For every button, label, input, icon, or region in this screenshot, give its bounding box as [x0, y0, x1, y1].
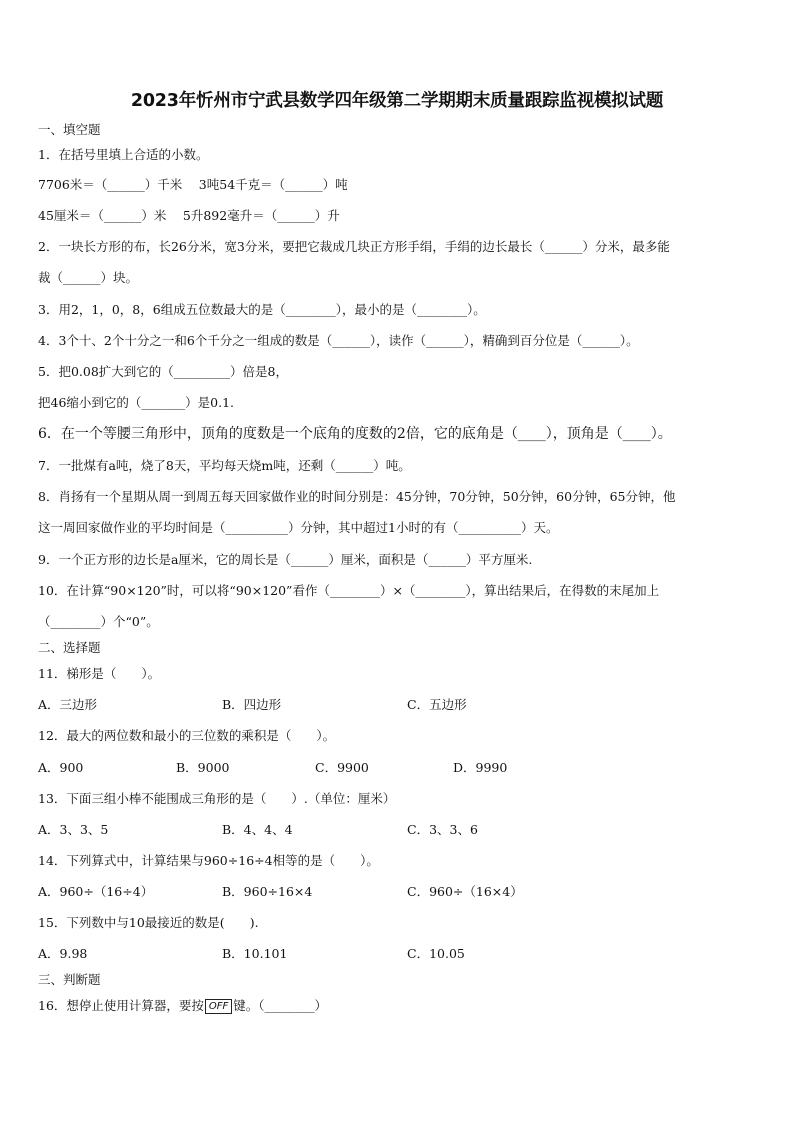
- section-heading-multiple-choice: 二、选择题: [38, 640, 101, 655]
- question-11-stem: 11．梯形是（ ）。: [38, 666, 161, 681]
- question-6: 6．在一个等腰三角形中，顶角的度数是一个底角的度数的2倍，它的底角是（____），顶角是（____）。: [38, 426, 672, 442]
- question-14-option-b: B．960÷16×4: [222, 884, 313, 899]
- question-1-line-2: 45厘米＝（______）米 5升892毫升＝（______）升: [38, 208, 340, 223]
- section-heading-fill-blank: 一、填空题: [38, 122, 101, 137]
- question-14-stem: 14．下列算式中，计算结果与960÷16÷4相等的是（ ）。: [38, 853, 379, 868]
- question-5-line-1: 5．把0.08扩大到它的（_________）倍是8，: [38, 364, 288, 379]
- question-12-option-a: A．900: [38, 760, 84, 775]
- question-1-line-1: 7706米＝（______）千米 3吨54千克＝（______）吨: [38, 177, 348, 192]
- question-15-stem: 15．下列数中与10最接近的数是( ).: [38, 915, 259, 930]
- question-16: [38, 998, 327, 1014]
- question-1-stem: 1．在括号里填上合适的小数。: [38, 147, 209, 162]
- question-14-option-c: C．960÷（16×4）: [407, 884, 523, 899]
- question-3: 3．用2，1，0，8，6组成五位数最大的是（________），最小的是（________）。: [38, 302, 486, 317]
- question-16-text-after: 键。（________）: [233, 998, 328, 1013]
- question-15-option-a: A．9.98: [38, 946, 88, 961]
- question-10-line-2: （________）个“0”。: [38, 614, 159, 629]
- question-12-option-d: D．9990: [453, 760, 508, 775]
- question-13-option-b: B．4、4、4: [222, 822, 293, 837]
- question-12-option-b: B．9000: [176, 760, 230, 775]
- question-8-line-1: 8．肖扬有一个星期从周一到周五每天回家做作业的时间分别是：45分钟，70分钟，50分钟，60分钟，65分钟，他: [38, 489, 676, 504]
- question-2-line-2: 裁（______）块。: [38, 270, 139, 285]
- question-13-stem: 13．下面三组小棒不能围成三角形的是（ ）.（单位：厘米）: [38, 791, 396, 806]
- question-14-option-a: A．960÷（16÷4）: [38, 884, 154, 899]
- page-title: 2023年忻州市宁武县数学四年级第二学期期末质量跟踪监视模拟试题: [130, 91, 664, 111]
- question-9: 9．一个正方形的边长是a厘米，它的周长是（______）厘米，面积是（______）平方厘米.: [38, 552, 533, 567]
- question-10-line-1: 10．在计算“90×120”时，可以将“90×120”看作（________）×（________），算出结果后，在得数的末尾加上: [38, 583, 660, 598]
- question-4: 4．3个十、2个十分之一和6个千分之一组成的数是（______），读作（______），精确到百分位是（______）。: [38, 333, 639, 348]
- question-11-option-c: C．五边形: [407, 697, 467, 712]
- question-11-option-b: B．四边形: [222, 697, 282, 712]
- question-8-line-2: 这一周回家做作业的平均时间是（__________）分钟，其中超过1小时的有（__________）天。: [38, 520, 559, 535]
- off-key-icon: OFF: [205, 999, 232, 1014]
- question-12-stem: 12．最大的两位数和最小的三位数的乘积是（ ）。: [38, 728, 336, 743]
- question-13-option-c: C．3、3、6: [407, 822, 478, 837]
- question-15-option-c: C．10.05: [407, 946, 465, 961]
- section-heading-true-false: 三、判断题: [38, 972, 101, 987]
- question-12-option-c: C．9900: [315, 760, 369, 775]
- question-7: 7．一批煤有a吨，烧了8天，平均每天烧m吨，还剩（______）吨。: [38, 458, 411, 473]
- question-15-option-b: B．10.101: [222, 946, 288, 961]
- question-5-line-2: 把46缩小到它的（_______）是0.1.: [38, 395, 235, 410]
- question-13-option-a: A．3、3、5: [38, 822, 109, 837]
- question-16-text-before: 16．想停止使用计算器，要按: [38, 998, 204, 1013]
- question-2-line-1: 2．一块长方形的布，长26分米，宽3分米，要把它裁成几块正方形手绢，手绢的边长最长（______）分米，最多能: [38, 239, 670, 254]
- question-11-option-a: A．三边形: [38, 697, 98, 712]
